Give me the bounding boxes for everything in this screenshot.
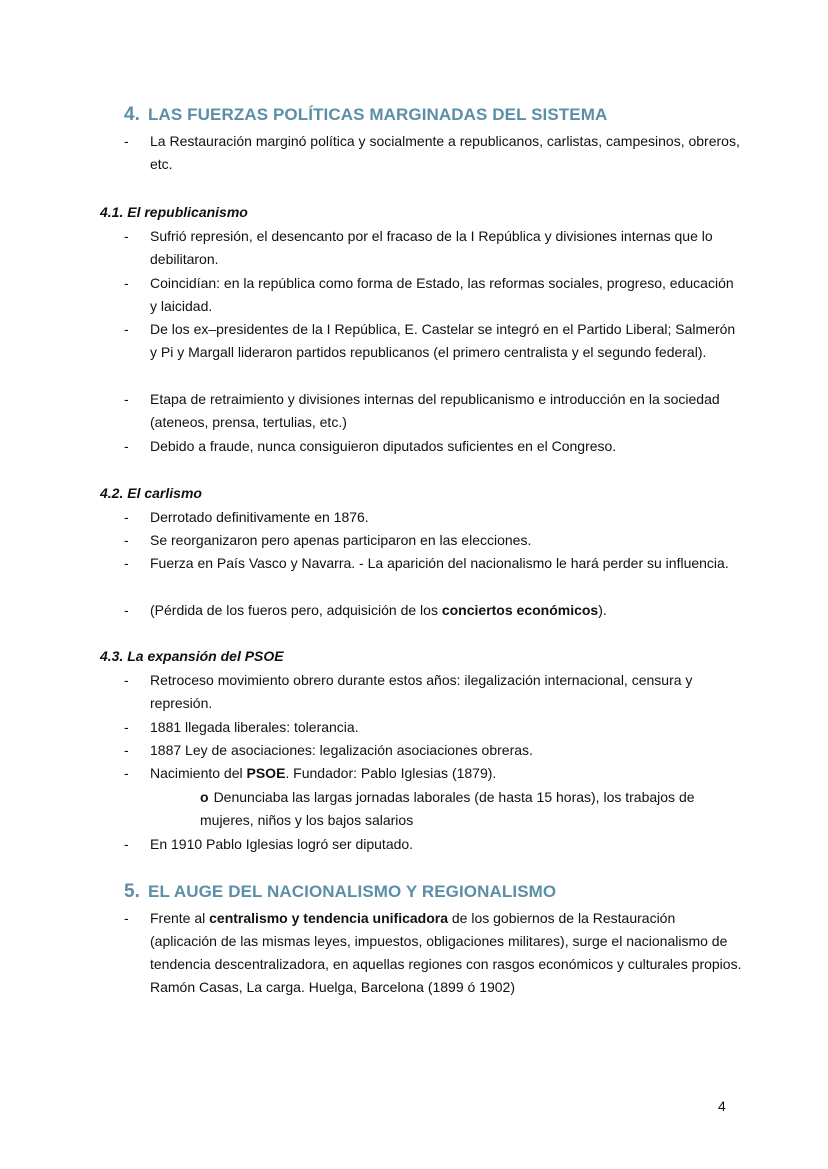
sub-bullet: o (200, 789, 209, 805)
text-run: ). (598, 602, 607, 618)
list-item-text: De los ex–presidentes de la I República, E. Castelar se integró en el Partido Liberal; Salmerón y Pi y Margall lideraron partidos republicanos (el primero centralista y el segundo federal). (150, 321, 736, 360)
page-number: 4 (718, 1098, 726, 1114)
list-dash: - (124, 719, 129, 735)
list-item (124, 388, 744, 434)
section-5-number: 5. (124, 881, 141, 902)
sub-list-item-text: Denunciaba las largas jornadas laborales (de hasta 15 horas), los trabajos de mujeres, niños y los bajos salarios (200, 789, 695, 828)
list-item-text: 1881 llegada liberales: tolerancia. (150, 719, 359, 735)
list-item-text: Se reorganizaron pero apenas participaron en las elecciones. (150, 532, 532, 548)
list-dash: - (124, 532, 129, 548)
list-dash: - (124, 321, 129, 337)
list-item (124, 669, 744, 715)
list-dash: - (124, 555, 129, 571)
list-item-text (150, 599, 744, 622)
list-dash: - (124, 228, 129, 244)
list-item (124, 506, 744, 529)
bold-term: PSOE (246, 765, 286, 781)
sub-list-item (200, 786, 740, 832)
list-item (124, 716, 744, 739)
list-dash: - (124, 509, 129, 525)
list-dash: - (124, 275, 129, 291)
list-item-text: Etapa de retraimiento y divisiones internas del republicanismo e introducción en la sociedad (ateneos, prensa, tertulias, etc.) (150, 391, 720, 430)
text-run: Frente al (150, 910, 210, 926)
text-run: . Fundador: Pablo Iglesias (1879). (285, 765, 497, 781)
section-4-title: LAS FUERZAS POLÍTICAS MARGINADAS DEL SISTEMA (148, 105, 608, 124)
list-item-text: Debido a fraude, nunca consiguieron diputados suficientes en el Congreso. (150, 438, 617, 454)
section-4-intro (124, 130, 744, 176)
list-item (124, 225, 744, 271)
list-item-text (150, 907, 744, 999)
list-item (124, 318, 744, 364)
bold-term: conciertos económicos (441, 602, 599, 618)
list-dash: - (124, 836, 129, 852)
section-5-title: EL AUGE DEL NACIONALISMO Y REGIONALISMO (148, 882, 557, 901)
list-item-text (150, 762, 744, 785)
list-dash: - (124, 438, 129, 454)
list-item (124, 272, 744, 318)
section-5-heading (124, 881, 556, 903)
list-dash: - (124, 602, 129, 618)
list-dash: - (124, 765, 129, 781)
subsection-4-3-title: 4.3. La expansión del PSOE (100, 648, 284, 664)
subsection-4-2-title: 4.2. El carlismo (100, 485, 202, 501)
text-run: Nacimiento del (150, 765, 247, 781)
list-dash: - (124, 133, 129, 149)
list-item (124, 552, 744, 575)
list-item-text: Sufrió represión, el desencanto por el fracaso de la I República y divisiones internas que lo debilitaron. (150, 228, 713, 267)
list-item (124, 739, 744, 762)
list-item-text: 1887 Ley de asociaciones: legalización asociaciones obreras. (150, 742, 533, 758)
text-run: (Pérdida de los fueros pero, adquisición de los (150, 602, 442, 618)
list-item-text: La Restauración marginó política y socialmente a republicanos, carlistas, campesinos, obreros, etc. (150, 133, 740, 172)
list-item (124, 529, 744, 552)
list-item (124, 907, 744, 999)
list-item-text: Fuerza en País Vasco y Navarra. - La aparición del nacionalismo le hará perder su influencia. (150, 555, 729, 571)
list-dash: - (124, 742, 129, 758)
list-dash: - (124, 910, 129, 926)
list-dash: - (124, 391, 129, 407)
list-item (124, 435, 744, 458)
list-dash: - (124, 672, 129, 688)
list-item (124, 599, 744, 622)
list-item (124, 762, 744, 785)
list-item (124, 833, 744, 856)
list-item-text: Derrotado definitivamente en 1876. (150, 509, 369, 525)
list-item-text: Retroceso movimiento obrero durante estos años: ilegalización internacional, censura y represión. (150, 672, 693, 711)
list-item-text: En 1910 Pablo Iglesias logró ser diputado. (150, 836, 414, 852)
list-item-text: Coincidían: en la república como forma de Estado, las reformas sociales, progreso, educación y laicidad. (150, 275, 734, 314)
text-run: de los gobiernos de la Restauración (aplicación de las mismas leyes, impuestos, obligaciones militares), surge el nacionalismo de tendencia descentralizadora, en aquellas regiones con rasgos económicos y culturales propios. Ramón Casas, La carga. Huelga, Barcelona (1899 ó 1902) (150, 910, 742, 995)
section-4-heading (124, 104, 607, 126)
bold-term: centralismo y tendencia unificadora (209, 910, 448, 926)
section-4-number: 4. (124, 104, 141, 125)
subsection-4-1-title: 4.1. El republicanismo (100, 204, 248, 220)
